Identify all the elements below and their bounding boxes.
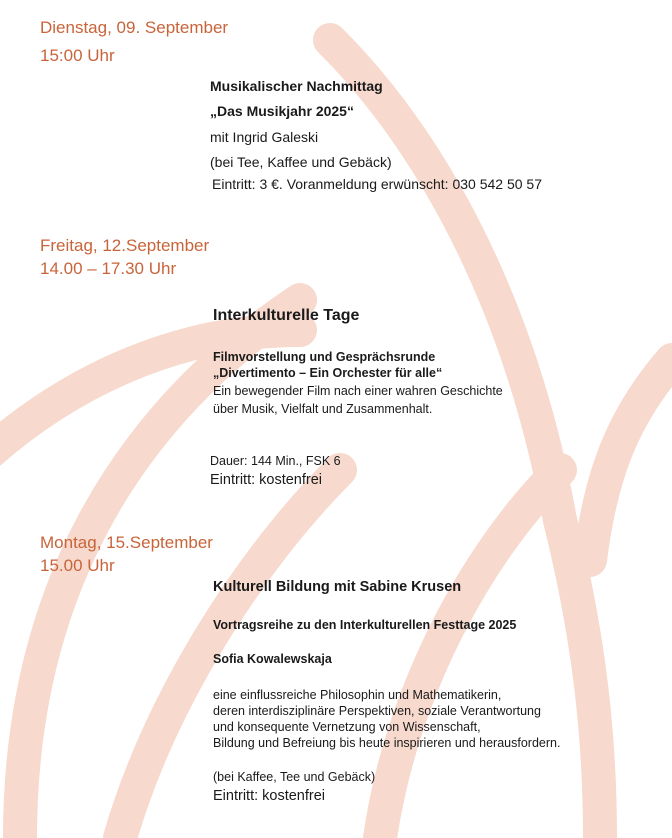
event-3-person: Sofia Kowalewskaja bbox=[213, 652, 332, 666]
event-2-date: Freitag, 12.September bbox=[40, 236, 210, 255]
event-3-entry: Eintritt: kostenfrei bbox=[213, 788, 326, 804]
event-1-title: Musikalischer Nachmittag bbox=[210, 78, 383, 94]
event-2-subtitle: Filmvorstellung und Gesprächsrunde bbox=[213, 350, 436, 364]
event-3-desc-line2: deren interdisziplinäre Perspektiven, soziale Verantwortung bbox=[213, 704, 541, 718]
event-1-host: mit Ingrid Galeski bbox=[210, 129, 319, 145]
event-2-entry: Eintritt: kostenfrei bbox=[210, 472, 323, 488]
event-3-desc-line1: eine einflussreiche Philosophin und Mathematikerin, bbox=[213, 688, 502, 702]
event-3-title: Kulturell Bildung mit Sabine Krusen bbox=[213, 579, 462, 595]
event-1-note: (bei Tee, Kaffee und Gebäck) bbox=[210, 154, 392, 170]
event-2-desc-line1: Ein bewegender Film nach einer wahren Geschichte bbox=[213, 384, 503, 398]
event-2-duration: Dauer: 144 Min., FSK 6 bbox=[210, 454, 341, 468]
event-1-time: 15:00 Uhr bbox=[40, 46, 115, 65]
event-2-film: „Divertimento – Ein Orchester für alle“ bbox=[213, 366, 443, 380]
event-3-time: 15.00 Uhr bbox=[40, 556, 115, 575]
event-1-subtitle: „Das Musikjahr 2025“ bbox=[210, 103, 354, 119]
event-2-time: 14.00 – 17.30 Uhr bbox=[40, 259, 177, 278]
event-1-date: Dienstag, 09. September bbox=[40, 18, 229, 37]
event-2-desc-line2: über Musik, Vielfalt und Zusammenhalt. bbox=[213, 402, 433, 416]
event-3-desc-line3: und konsequente Vernetzung von Wissenschaft, bbox=[213, 720, 481, 734]
event-3-date: Montag, 15.September bbox=[40, 533, 213, 552]
event-3-note: (bei Kaffee, Tee und Gebäck) bbox=[213, 770, 376, 784]
event-3-series: Vortragsreihe zu den Interkulturellen Festtage 2025 bbox=[213, 618, 517, 632]
event-3-desc-line4: Bildung und Befreiung bis heute inspirieren und herausfordern. bbox=[213, 736, 561, 750]
event-2-title: Interkulturelle Tage bbox=[213, 307, 360, 324]
event-1-entry: Eintritt: 3 €. Voranmeldung erwünscht: 030 542 50 57 bbox=[212, 176, 542, 192]
